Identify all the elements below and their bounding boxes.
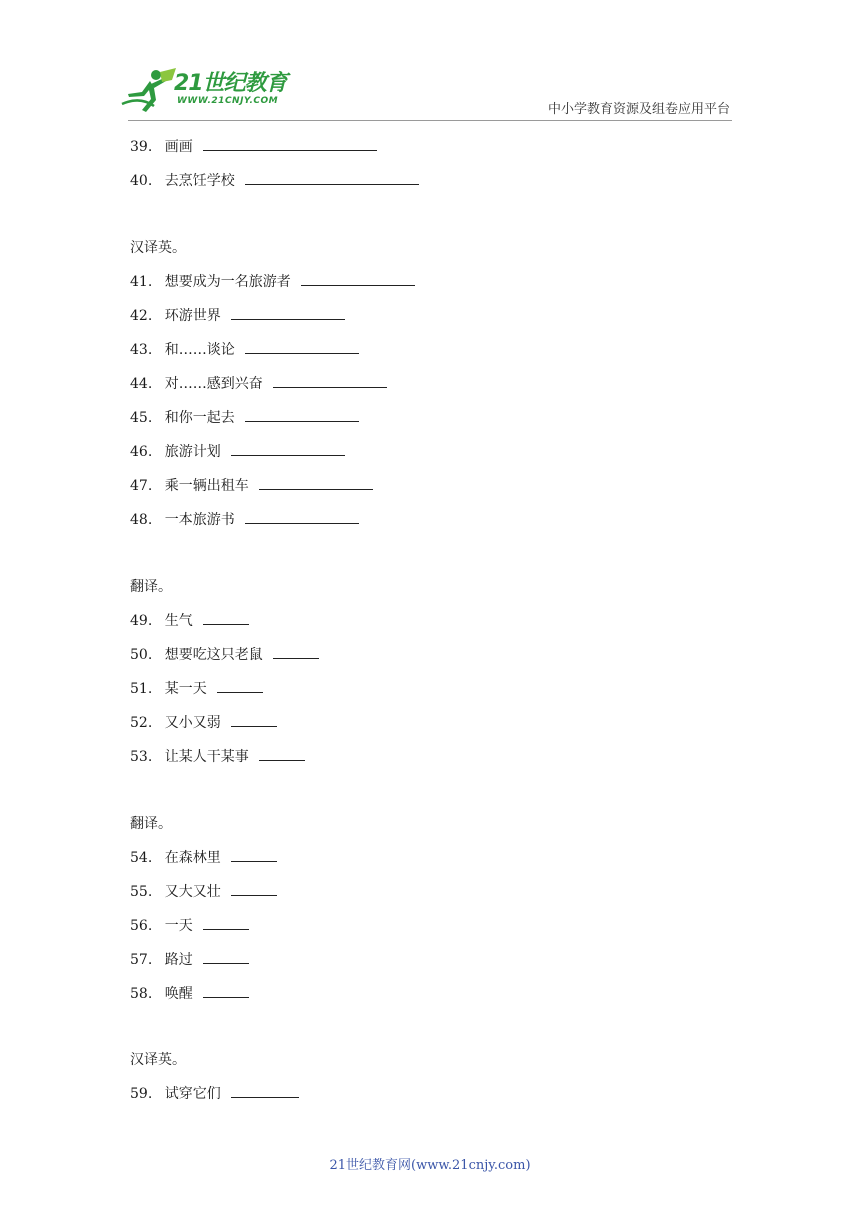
item-number: 44. xyxy=(130,376,153,392)
section-heading: 汉译英。 xyxy=(130,240,186,256)
item-text: 和……谈论 xyxy=(164,342,235,358)
list-item xyxy=(130,511,359,529)
item-number: 57. xyxy=(130,952,153,968)
item-number: 46. xyxy=(130,444,153,460)
answer-blank[interactable] xyxy=(273,375,387,388)
list-item xyxy=(130,375,387,393)
item-text: 唤醒 xyxy=(164,986,193,1002)
answer-blank[interactable] xyxy=(203,138,377,151)
item-number: 51. xyxy=(130,681,153,697)
answer-blank[interactable] xyxy=(203,985,249,998)
item-text: 对……感到兴奋 xyxy=(164,376,263,392)
header-divider xyxy=(128,120,732,121)
item-text: 让某人干某事 xyxy=(164,749,249,765)
item-text: 环游世界 xyxy=(164,308,221,324)
answer-blank[interactable] xyxy=(231,883,277,896)
list-item xyxy=(130,172,419,190)
answer-blank[interactable] xyxy=(259,748,305,761)
item-text: 想要成为一名旅游者 xyxy=(164,274,291,290)
item-number: 40. xyxy=(130,173,153,189)
logo-title: 21世纪教育 xyxy=(174,71,287,96)
answer-blank[interactable] xyxy=(217,680,263,693)
section-heading: 汉译英。 xyxy=(130,1052,186,1068)
item-number: 47. xyxy=(130,478,153,494)
section-heading: 翻译。 xyxy=(130,579,172,595)
item-number: 58. xyxy=(130,986,153,1002)
item-text: 一本旅游书 xyxy=(164,512,235,528)
logo-url: WWW.21CNJY.COM xyxy=(177,96,279,106)
answer-blank[interactable] xyxy=(273,646,319,659)
list-item xyxy=(130,680,263,698)
list-item xyxy=(130,307,345,325)
item-text: 试穿它们 xyxy=(164,1086,221,1102)
site-logo xyxy=(120,66,295,114)
list-item xyxy=(130,917,249,935)
item-number: 48. xyxy=(130,512,153,528)
item-text: 想要吃这只老鼠 xyxy=(164,647,263,663)
list-item xyxy=(130,341,359,359)
list-item xyxy=(130,883,277,901)
item-text: 乘一辆出租车 xyxy=(164,478,249,494)
platform-name: 中小学教育资源及组卷应用平台 xyxy=(547,102,730,117)
item-number: 50. xyxy=(130,647,153,663)
item-text: 又大又壮 xyxy=(164,884,221,900)
item-number: 43. xyxy=(130,342,153,358)
list-item xyxy=(130,646,319,664)
answer-blank[interactable] xyxy=(231,307,345,320)
answer-blank[interactable] xyxy=(203,612,249,625)
section-heading: 翻译。 xyxy=(130,816,172,832)
item-number: 42. xyxy=(130,308,153,324)
item-number: 52. xyxy=(130,715,153,731)
list-item xyxy=(130,1085,299,1103)
item-text: 去烹饪学校 xyxy=(164,173,235,189)
item-text: 又小又弱 xyxy=(164,715,221,731)
list-item xyxy=(130,273,415,291)
runner-logo-icon xyxy=(120,66,180,114)
answer-blank[interactable] xyxy=(245,341,359,354)
answer-blank[interactable] xyxy=(245,511,359,524)
item-number: 53. xyxy=(130,749,153,765)
item-number: 41. xyxy=(130,274,153,290)
answer-blank[interactable] xyxy=(245,409,359,422)
list-item xyxy=(130,443,345,461)
list-item xyxy=(130,612,249,630)
item-number: 55. xyxy=(130,884,153,900)
list-item xyxy=(130,409,359,427)
answer-blank[interactable] xyxy=(231,714,277,727)
item-number: 39. xyxy=(130,139,153,155)
list-item xyxy=(130,849,277,867)
item-text: 某一天 xyxy=(164,681,207,697)
list-item xyxy=(130,985,249,1003)
item-text: 旅游计划 xyxy=(164,444,221,460)
answer-blank[interactable] xyxy=(301,273,415,286)
item-number: 54. xyxy=(130,850,153,866)
list-item xyxy=(130,138,377,156)
list-item xyxy=(130,951,249,969)
answer-blank[interactable] xyxy=(259,477,373,490)
answer-blank[interactable] xyxy=(231,849,277,862)
answer-blank[interactable] xyxy=(203,951,249,964)
item-text: 和你一起去 xyxy=(164,410,235,426)
item-number: 56. xyxy=(130,918,153,934)
answer-blank[interactable] xyxy=(231,1085,299,1098)
page-header xyxy=(0,0,860,130)
item-number: 45. xyxy=(130,410,153,426)
answer-blank[interactable] xyxy=(203,917,249,930)
answer-blank[interactable] xyxy=(245,172,419,185)
item-number: 59. xyxy=(130,1086,153,1102)
list-item xyxy=(130,477,373,495)
list-item xyxy=(130,748,305,766)
item-text: 一天 xyxy=(164,918,193,934)
page-footer: 21世纪教育网(www.21cnjy.com) xyxy=(329,1158,531,1173)
answer-blank[interactable] xyxy=(231,443,345,456)
list-item xyxy=(130,714,277,732)
item-text: 在森林里 xyxy=(164,850,221,866)
item-number: 49. xyxy=(130,613,153,629)
item-text: 生气 xyxy=(164,613,193,629)
item-text: 路过 xyxy=(164,952,193,968)
item-text: 画画 xyxy=(164,139,193,155)
